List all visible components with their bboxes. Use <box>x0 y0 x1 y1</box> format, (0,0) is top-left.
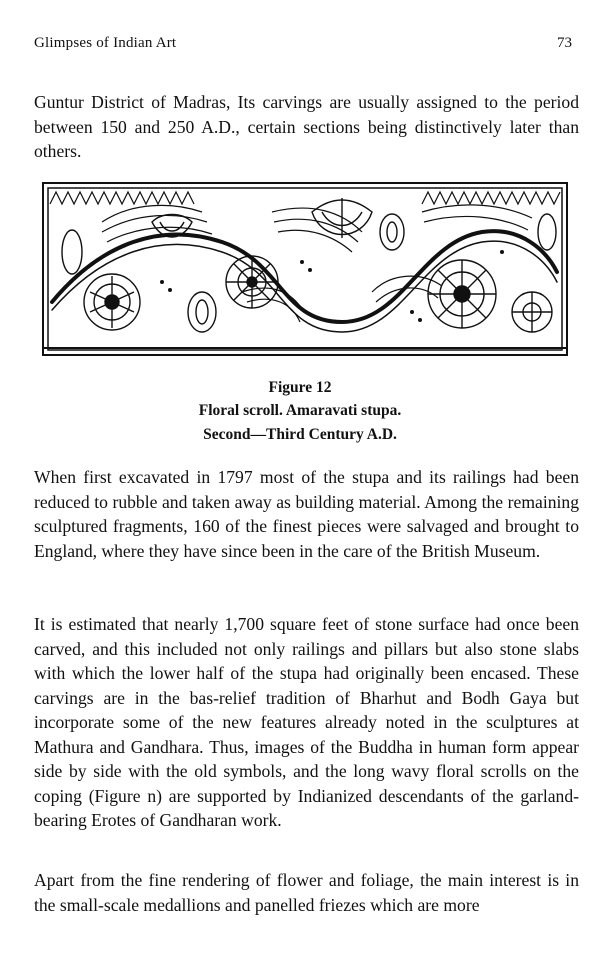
paragraph-medallions: Apart from the fine rendering of flower and foliage, the main interest is in the small-scale medallions and panelled friezes which are more <box>34 870 579 915</box>
page-number: 73 <box>557 35 572 51</box>
running-header-title: Glimpses of Indian Art <box>34 35 177 51</box>
paragraph-excavation: When first excavated in 1797 most of the stupa and its railings had been reduced to rubble and taken away as building material. Among the remaining sculptured fragments, 160 of the finest pieces were salvaged and brought to England, where they have since been in the care of the British Museum. <box>34 467 579 561</box>
figure-floral-scroll <box>42 182 568 356</box>
figure-label: Figure 12 <box>268 379 332 396</box>
paragraph-carvings: It is estimated that nearly 1,700 square feet of stone surface had once been carved, and this included not only railings and pillars but also stone slabs with which the lower half of the stupa had originally been encased. These carvings are in the bas-relief tradition of Bharhut and Bodh Gaya but incorporate some of the new features already noted in the sculptures at Mathura and Gandhara. Thus, images of the Buddha in human form appear side by side with the old symbols, and the long wavy floral scrolls on the coping (Figure n) are supported by Indianized descendants of the garland-bearing Erotes of Gandharan work. <box>34 614 579 830</box>
figure-caption-line-2: Second—Third Century A.D. <box>203 426 397 443</box>
paragraph-intro: Guntur District of Madras, Its carvings are usually assigned to the period between 150 and 250 A.D., certain sections being distinctively later than others. <box>34 92 579 161</box>
floral-scroll-drawing <box>42 182 568 356</box>
figure-caption-line-1: Floral scroll. Amaravati stupa. <box>198 402 402 419</box>
